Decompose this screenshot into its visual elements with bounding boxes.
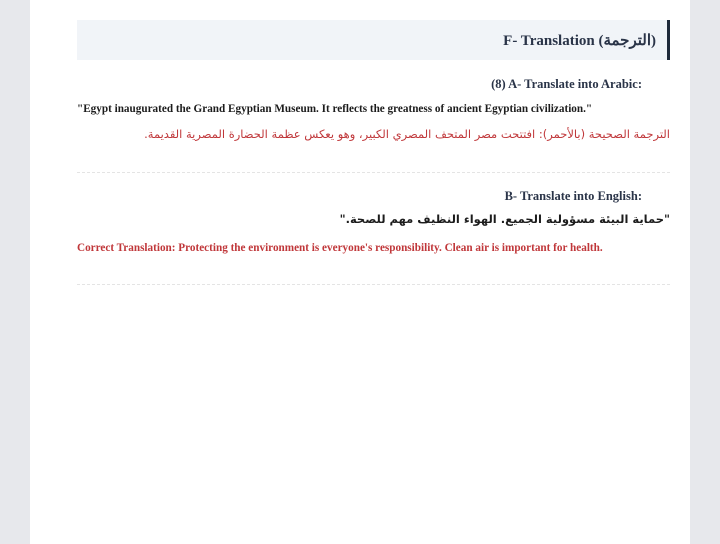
worksheet-page: [30, 0, 690, 544]
part-b-sentence: "حماية البيئة مسؤولية الجميع. الهواء النظيف مهم للصحة.": [339, 212, 670, 226]
part-b-title: B- Translate into English:: [504, 189, 642, 203]
divider: [77, 284, 670, 285]
part-a-title: (8) A- Translate into Arabic:: [491, 77, 642, 91]
part-b-answer: Correct Translation: Protecting the environment is everyone's responsibility. Clean air is important for health.: [77, 242, 603, 254]
part-a-sentence: "Egypt inaugurated the Grand Egyptian Museum. It reflects the greatness of ancient Egyptian civilization.": [77, 103, 593, 115]
section-header: [77, 20, 670, 60]
header-accent-bar: [667, 20, 670, 60]
section-title: F- Translation (الترجمة): [503, 33, 656, 49]
divider: [77, 172, 670, 173]
part-a-answer: الترجمة الصحيحة (بالأحمر): افتتحت مصر المتحف المصري الكبير، وهو يعكس عظمة الحضارة المصرية القديمة.: [144, 127, 670, 141]
